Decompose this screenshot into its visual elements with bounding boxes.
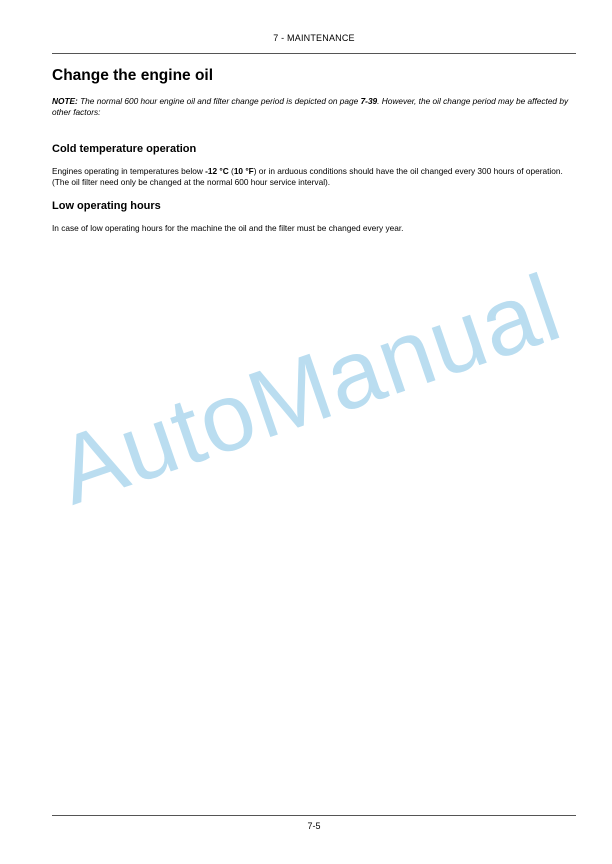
note-paragraph	[52, 96, 576, 118]
cold-temperature-heading: Cold temperature operation	[52, 143, 197, 155]
cold-temperature-paragraph	[52, 166, 576, 188]
low-operating-hours-paragraph: In case of low operating hours for the machine the oil and the filter must be changed every year.	[52, 223, 404, 233]
cold-text-2: (	[228, 166, 234, 176]
temperature-celsius: -12 °C	[205, 166, 229, 176]
cold-text-1: Engines operating in temperatures below	[52, 166, 206, 176]
note-label: NOTE:	[52, 96, 78, 106]
low-operating-hours-heading: Low operating hours	[52, 200, 161, 212]
page-header: 7 - MAINTENANCE	[273, 33, 355, 43]
note-text-before: The normal 600 hour engine oil and filter change period is depicted on page	[77, 96, 361, 106]
header-divider	[52, 53, 576, 54]
watermark: AutoManual	[44, 253, 574, 526]
footer-divider	[52, 815, 576, 816]
cold-text-3: ) or in arduous conditions should have the oil changed every 300 hours of operation. (The oil filter need only be changed at the normal 600 hour service interval).	[52, 166, 563, 187]
section-title: Change the engine oil	[52, 67, 214, 84]
note-page-reference: 7-39	[360, 96, 378, 106]
page-content	[52, 66, 576, 234]
note-text-after: . However, the oil change period may be affected by other factors:	[52, 96, 569, 117]
page-number: 7-5	[307, 821, 321, 831]
temperature-fahrenheit: 10 °F	[233, 166, 254, 176]
